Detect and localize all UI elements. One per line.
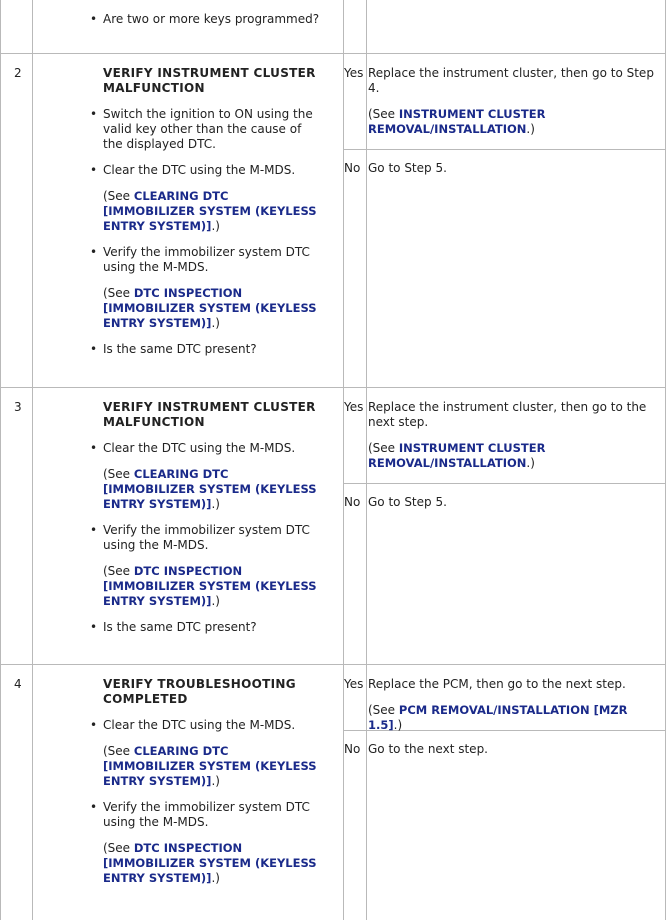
see-reference — [368, 703, 664, 733]
yes-action — [368, 400, 664, 471]
see-suffix: .) — [211, 316, 220, 330]
reference-link[interactable]: DTC INSPECTION [IMMOBILIZER SYSTEM (KEYLESS ENTRY SYSTEM)] — [103, 564, 317, 608]
see-prefix: (See — [368, 441, 399, 455]
reference-link[interactable]: CLEARING DTC [IMMOBILIZER SYSTEM (KEYLESS ENTRY SYSTEM)] — [103, 467, 317, 511]
item-text: Verify the immobilizer system DTC using the M-MDS. — [103, 523, 310, 552]
see-reference — [368, 107, 664, 137]
step-number: 2 — [14, 66, 22, 80]
reference-link[interactable]: CLEARING DTC [IMMOBILIZER SYSTEM (KEYLESS ENTRY SYSTEM)] — [103, 189, 317, 233]
see-suffix: .) — [526, 456, 535, 470]
top-row-cell — [88, 12, 320, 38]
item-text: Switch the ignition to ON using the valid key other than the cause of the displayed DTC. — [103, 107, 313, 151]
see-prefix: (See — [103, 744, 134, 758]
answer-divider — [343, 149, 666, 150]
step-title: VERIFY INSTRUMENT CLUSTER MALFUNCTION — [103, 66, 316, 95]
row-divider — [0, 664, 666, 665]
see-suffix: .) — [211, 594, 220, 608]
list-item — [88, 107, 320, 152]
step-number: 4 — [14, 677, 22, 691]
see-prefix: (See — [103, 564, 134, 578]
yes-label: Yes — [344, 677, 364, 691]
see-prefix: (See — [368, 107, 399, 121]
see-suffix: .) — [211, 871, 220, 885]
no-action: Go to the next step. — [368, 742, 488, 756]
row-divider — [0, 53, 666, 54]
see-reference — [103, 286, 320, 331]
item-text: Is the same DTC present? — [103, 620, 257, 634]
step-title: VERIFY TROUBLESHOOTING COMPLETED — [103, 677, 296, 706]
item-text: Verify the immobilizer system DTC using the M-MDS. — [103, 245, 310, 274]
see-reference — [103, 189, 320, 234]
see-reference — [368, 441, 664, 471]
reference-link[interactable]: PCM REMOVAL/INSTALLATION [MZR 1.5] — [368, 703, 628, 732]
list-item — [88, 620, 320, 635]
see-suffix: .) — [526, 122, 535, 136]
step-inspection-cell — [88, 66, 320, 368]
action-text: Replace the instrument cluster, then go to the next step. — [368, 400, 647, 429]
yes-label: Yes — [344, 400, 364, 414]
item-text: Clear the DTC using the M-MDS. — [103, 441, 296, 455]
see-prefix: (See — [103, 286, 134, 300]
action-text: Replace the instrument cluster, then go to Step 4. — [368, 66, 654, 95]
reference-link[interactable]: INSTRUMENT CLUSTER REMOVAL/INSTALLATION — [368, 441, 546, 470]
see-suffix: .) — [211, 774, 220, 788]
list-item — [88, 718, 320, 789]
item-text: Clear the DTC using the M-MDS. — [103, 718, 296, 732]
list-item — [88, 163, 320, 234]
list-item — [88, 523, 320, 609]
see-reference — [103, 744, 320, 789]
see-suffix: .) — [211, 497, 220, 511]
row-divider — [0, 387, 666, 388]
column-divider — [665, 0, 666, 920]
see-suffix: .) — [393, 718, 403, 732]
see-prefix: (See — [103, 841, 134, 855]
reference-link[interactable]: CLEARING DTC [IMMOBILIZER SYSTEM (KEYLESS ENTRY SYSTEM)] — [103, 744, 317, 788]
step-number: 3 — [14, 400, 22, 414]
see-reference — [103, 564, 320, 609]
reference-link[interactable]: DTC INSPECTION [IMMOBILIZER SYSTEM (KEYLESS ENTRY SYSTEM)] — [103, 286, 317, 330]
see-prefix: (See — [103, 189, 134, 203]
see-suffix: .) — [211, 219, 220, 233]
yes-label: Yes — [344, 66, 364, 80]
list-item — [88, 800, 320, 886]
reference-link[interactable]: INSTRUMENT CLUSTER REMOVAL/INSTALLATION — [368, 107, 546, 136]
no-label: No — [344, 742, 361, 756]
no-label: No — [344, 495, 361, 509]
no-action: Go to Step 5. — [368, 495, 447, 509]
item-text: Is the same DTC present? — [103, 342, 257, 356]
column-divider — [343, 0, 344, 920]
column-divider — [366, 0, 367, 920]
list-item — [88, 342, 320, 357]
step-inspection-cell — [88, 400, 320, 646]
see-reference — [103, 467, 320, 512]
see-reference — [103, 841, 320, 886]
item-text: Verify the immobilizer system DTC using the M-MDS. — [103, 800, 310, 829]
yes-action — [368, 66, 664, 137]
answer-divider — [343, 483, 666, 484]
item-text: Are two or more keys programmed? — [103, 12, 320, 26]
column-divider — [0, 0, 1, 920]
list-item — [88, 12, 320, 27]
list-item — [88, 245, 320, 331]
list-item — [88, 441, 320, 512]
item-text: Clear the DTC using the M-MDS. — [103, 163, 296, 177]
step-title: VERIFY INSTRUMENT CLUSTER MALFUNCTION — [103, 400, 316, 429]
action-text: Replace the PCM, then go to the next step. — [368, 677, 626, 691]
step-inspection-cell — [88, 677, 320, 897]
column-divider — [32, 0, 33, 920]
yes-action — [368, 677, 664, 733]
no-action: Go to Step 5. — [368, 161, 447, 175]
no-label: No — [344, 161, 361, 175]
see-prefix: (See — [103, 467, 134, 481]
reference-link[interactable]: DTC INSPECTION [IMMOBILIZER SYSTEM (KEYLESS ENTRY SYSTEM)] — [103, 841, 317, 885]
see-prefix: (See — [368, 703, 399, 717]
